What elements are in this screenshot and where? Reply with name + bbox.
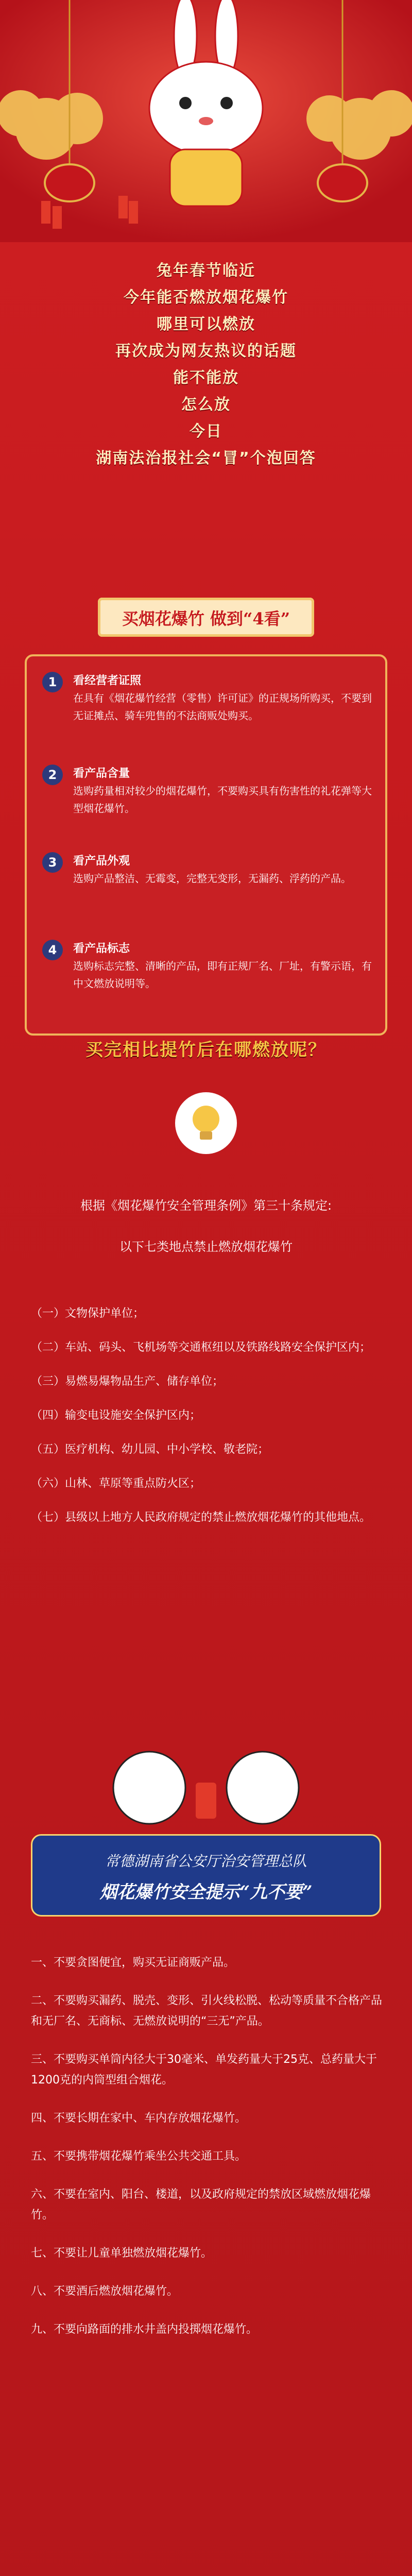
tip-number: 1 bbox=[42, 672, 63, 692]
place-item: （七）县级以上地方人民政府规定的禁止燃放烟花爆竹的其他地点。 bbox=[31, 1511, 371, 1524]
intro-line: 再次成为网友热议的话题 bbox=[115, 342, 297, 360]
safety-banner bbox=[31, 1834, 381, 1917]
intro-line: 兔年春节临近 bbox=[157, 262, 255, 280]
tip-desc: 选购产品整洁、无霉变，完整无变形，无漏药、浮药的产品。 bbox=[73, 872, 351, 885]
intro-line: 哪里可以燃放 bbox=[157, 315, 255, 333]
place-item: （一）文物保护单位； bbox=[31, 1307, 145, 1320]
tip-number: 3 bbox=[42, 852, 63, 873]
intro-line: 湖南法治报社会“冒”个泡回答 bbox=[96, 449, 316, 467]
prohibited-places bbox=[31, 1303, 386, 1541]
tip-desc: 选购药量相对较少的烟花爆竹，不要购买具有伤害性的礼花弹等大型烟花爆竹。 bbox=[73, 785, 372, 815]
place-item: （二）车站、码头、飞机场等交通枢纽以及铁路线路安全保护区内； bbox=[31, 1341, 371, 1354]
section1-panel bbox=[25, 654, 387, 1036]
tip-desc: 在具有《烟花爆竹经营（零售）许可证》的正规场所购买，不要到无证摊点、骑车兜售的不法商贩处购买。 bbox=[73, 692, 372, 722]
not-item: 三、不要购买单筒内径大于30毫米、单发药量大于25克、总药量大于1200克的内筒型组合烟花。 bbox=[31, 2053, 377, 2087]
place-item: （六）山林、草原等重点防火区； bbox=[31, 1477, 201, 1490]
banner-org: 常德湖南省公安厅治安管理总队 bbox=[105, 1853, 307, 1870]
not-item: 五、不要携带烟花爆竹乘坐公共交通工具。 bbox=[31, 2150, 247, 2163]
not-item: 四、不要长期在家中、车内存放烟花爆竹。 bbox=[31, 2112, 247, 2125]
firecracker-icon bbox=[196, 1783, 216, 1819]
rabbit-festival-art bbox=[0, 0, 412, 242]
intro-line: 今日 bbox=[190, 422, 222, 440]
section2-question: 买完相比提竹后在哪燃放呢？ bbox=[85, 1040, 327, 1060]
tip-title: 看产品含量 bbox=[73, 767, 130, 780]
not-item: 二、不要购买漏药、脱壳、变形、引火线松脱、松动等质量不合格产品和无厂名、无商标、无燃放说明的“三无”产品。 bbox=[31, 1994, 383, 2028]
place-item: （五）医疗机构、幼儿园、中小学校、敬老院； bbox=[31, 1443, 269, 1456]
section1-title-text: 买烟花爆竹 做到“4看” bbox=[122, 609, 290, 629]
intro-line: 今年能否燃放烟花爆竹 bbox=[124, 289, 288, 307]
not-item: 七、不要让儿童单独燃放烟花爆竹。 bbox=[31, 2247, 213, 2260]
place-item: （三）易燃易爆物品生产、储存单位； bbox=[31, 1375, 224, 1388]
tip-number: 2 bbox=[42, 765, 63, 785]
place-item: （四）输变电设施安全保护区内； bbox=[31, 1409, 201, 1422]
tip-title: 看产品标志 bbox=[73, 942, 130, 955]
tip-number: 4 bbox=[42, 940, 63, 960]
tip-desc: 选购标志完整、清晰的产品，即有正规厂名、厂址，有警示语，有中文燃放说明等。 bbox=[73, 960, 372, 990]
header-illustration bbox=[0, 0, 412, 242]
lightbulb-icon bbox=[175, 1092, 237, 1154]
mascot-illustration bbox=[103, 1741, 309, 1834]
not-item: 八、不要酒后燃放烟花爆竹。 bbox=[31, 2285, 179, 2298]
not-item: 九、不要向路面的排水井盖内投掷烟花爆竹。 bbox=[31, 2323, 258, 2336]
rule-subtitle: 以下七类地点禁止燃放烟花爆竹 bbox=[119, 1240, 293, 1254]
tip-title: 看经营者证照 bbox=[73, 674, 142, 687]
intro-line: 怎么放 bbox=[181, 396, 231, 414]
section1-title bbox=[98, 598, 314, 637]
not-item: 六、不要在室内、阳台、楼道，以及政府规定的禁放区域燃放烟花爆竹。 bbox=[31, 2188, 371, 2222]
tip-title: 看产品外观 bbox=[73, 854, 130, 868]
not-item: 一、不要贪图便宜，购买无证商贩产品。 bbox=[31, 1956, 235, 1969]
rule-text: 根据《烟花爆竹安全管理条例》第三十条规定: bbox=[80, 1198, 332, 1213]
nine-nots-list bbox=[31, 1953, 386, 2358]
intro-line: 能不能放 bbox=[173, 369, 239, 387]
intro-text bbox=[0, 258, 412, 472]
banner-title: 烟花爆竹安全提示“九不要” bbox=[99, 1882, 313, 1903]
